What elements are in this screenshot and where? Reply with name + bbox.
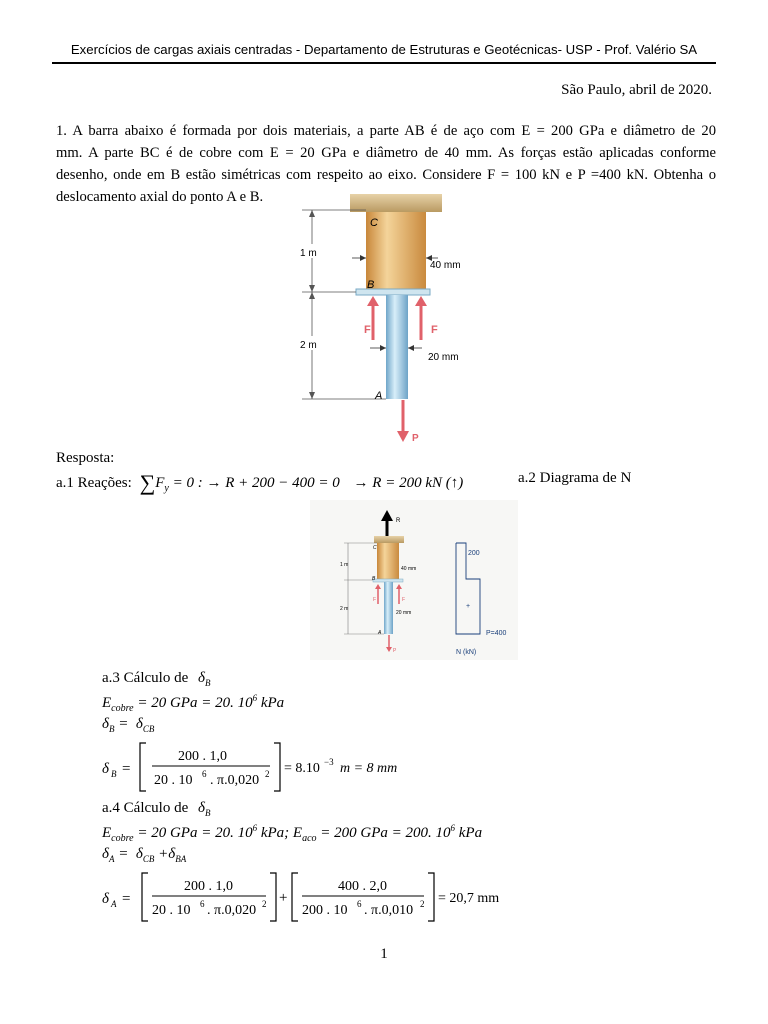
top-support (350, 194, 442, 212)
length-ab-label: 2 m (300, 340, 317, 351)
delta-symbol: δ (197, 670, 205, 686)
date-line: São Paulo, abril de 2020. (561, 82, 712, 98)
force-p-label: P (412, 433, 419, 444)
point-b-label: B (367, 279, 375, 291)
a3-denominator: 20 . 10 (154, 773, 193, 788)
point-a-label: A (375, 390, 383, 402)
a4-relation: $\delta_A = \delta_{CB} +\delta_{BA}$ (102, 846, 187, 864)
a4-denominator-1: 20 . 10 (152, 903, 191, 918)
a4-den1-exponent: 6 (200, 899, 205, 909)
small-force-f-left: F (373, 597, 377, 603)
small-force-f-right: F (402, 597, 406, 603)
problem-line: mm. A parte BC é de cobre com E = 20 GPa e diâmetro de 40 mm. As forças estão aplicadas conforme (56, 145, 716, 161)
a4-e-cobre-subscript: cobre (111, 833, 134, 844)
a4-title-text: a.4 Cálculo de (102, 800, 189, 816)
svg-text:+: + (279, 890, 288, 906)
problem-line: 1. A barra abaixo é formada por dois materiais, a parte AB é de aço com E = 200 GPa e diâmetro de 20 (56, 123, 716, 139)
a4-den1-tail-exponent: 2 (262, 899, 267, 909)
a4-e-cobre: = 20 GPa = 20. 10 (137, 825, 253, 841)
a3-denominator-tail: . π.0,020 (210, 773, 260, 788)
diameter-ab-label: 20 mm (428, 352, 459, 363)
a3-den-exponent: 6 (202, 769, 207, 779)
header-rule (52, 62, 716, 64)
n-top-value: 200 (468, 550, 480, 557)
e-cobre-subscript: cobre (111, 703, 134, 714)
a3-formula (98, 740, 438, 794)
a1-label: a.1 Reações: (56, 475, 132, 491)
a4-e-aco: = 200 GPa = 200. 10 (316, 825, 451, 841)
a2-label: a.2 Diagrama de N (518, 470, 632, 486)
page-number: 1 (380, 946, 388, 962)
a3-numerator: 200 . 1,0 (178, 749, 227, 764)
a3-title-text: a.3 Cálculo de (102, 670, 189, 686)
diameter-bc-label: 40 mm (430, 260, 461, 271)
a3-modulus-line: $E_{cobre} = 20$ GPa = 20. $10^6$ kPa (102, 693, 285, 714)
a1-line (56, 470, 463, 496)
small-length-ab: 2 m (340, 606, 349, 612)
e-cobre-unit: kPa (260, 695, 285, 711)
a4-modulus-line: $E_{cobre} = 20$ GPa = 20. $10^6$ kPa; $E_{aco} = 200$ GPa = 200. $10^6$ kPa (102, 823, 483, 844)
force-f-right-label: F (431, 324, 438, 336)
sum-symbol: ∑ (139, 470, 156, 495)
a4-e-cobre-exp: 6 (252, 823, 258, 833)
a3-delta-subscript: B (204, 678, 211, 688)
a3-den-tail-exponent: 2 (265, 769, 270, 779)
a4-rel-sub-ba: BA (175, 854, 187, 864)
a3-result-exponent: −3 (324, 757, 334, 767)
a4-denominator-2-tail: . π.0,010 (364, 903, 414, 918)
small-diameter-bc: 40 mm (401, 566, 417, 572)
answer-heading: Resposta: (56, 450, 115, 466)
svg-text:δ: δ (102, 891, 109, 907)
small-point-b: B (372, 576, 376, 582)
n-bottom-value: P=400 (486, 630, 507, 637)
a3-result-tail: m = 8 mm (340, 761, 398, 776)
a3-rel-rhs-sub: CB (142, 724, 155, 734)
steel-segment-ab (386, 295, 408, 399)
a4-rel-sub-cb: CB (142, 854, 155, 864)
a3-relation: $\delta_B = \delta_{CB}$ (102, 716, 155, 734)
e-cobre-exponent: 6 (252, 693, 258, 703)
reaction-label: R (396, 518, 401, 524)
a1-equation-2: → R = 200 kN (↑) (353, 475, 464, 491)
a1-force-symbol: F (155, 475, 165, 491)
a4-numerator-2: 400 . 2,0 (338, 879, 387, 894)
a4-numerator-1: 200 . 1,0 (184, 879, 233, 894)
force-f-left-label: F (364, 324, 371, 336)
a4-e-aco-exp: 6 (450, 823, 456, 833)
e-cobre-value: 20 GPa = 20. 10 (151, 695, 253, 711)
delta-symbol: δ (197, 800, 205, 816)
a1-force-subscript: y (164, 483, 169, 494)
a4-result: = 20,7 mm (438, 891, 500, 906)
a3-title (102, 670, 210, 688)
small-diameter-ab: 20 mm (396, 610, 412, 616)
a3-rel-lhs-sub: B (108, 724, 115, 734)
a4-denominator-1-tail: . π.0,020 (207, 903, 257, 918)
normal-force-figure (310, 500, 518, 660)
small-length-bc: 1 m (340, 562, 349, 568)
problem-line: deslocamento axial do ponto A e B. (56, 189, 264, 205)
small-point-c: C (373, 545, 377, 551)
problem-line: desenho, onde em B estão simétricas com respeito ao eixo. Considere F = 100 kN e P =400 kN. Obtenha o (56, 167, 716, 183)
bar-figure (290, 192, 470, 452)
a4-formula (98, 870, 538, 924)
a4-rel-sub-a: A (108, 854, 115, 864)
a4-title (102, 800, 210, 818)
a4-e-aco-unit: kPa (458, 825, 483, 841)
svg-text:=: = (122, 891, 131, 907)
a4-formula-sub: A (111, 899, 117, 909)
a3-formula-sub: B (111, 769, 117, 779)
a1-equation-1: = 0 : → R + 200 − 400 = 0 (172, 475, 340, 491)
a4-den2-tail-exponent: 2 (420, 899, 425, 909)
n-sign: + (466, 603, 471, 610)
page-header: Exercícios de cargas axiais centradas - Departamento de Estruturas e Geotécnicas- USP - Prof. Valério SA (70, 42, 698, 57)
svg-text:δ: δ (102, 761, 109, 777)
point-c-label: C (370, 217, 378, 229)
a4-denominator-2: 200 . 10 (302, 903, 348, 918)
svg-text:=: = (122, 761, 131, 777)
small-force-p: P (393, 648, 397, 654)
length-bc-label: 1 m (300, 248, 317, 259)
a4-e-aco-subscript: aco (302, 833, 317, 844)
a4-e-mid: kPa; E (260, 825, 303, 841)
a4-den2-exponent: 6 (357, 899, 362, 909)
a3-result: = 8.10 (284, 761, 320, 776)
a4-delta-subscript: B (204, 808, 211, 818)
n-axis-label: N (kN) (456, 649, 477, 656)
small-point-a: A (378, 630, 382, 636)
